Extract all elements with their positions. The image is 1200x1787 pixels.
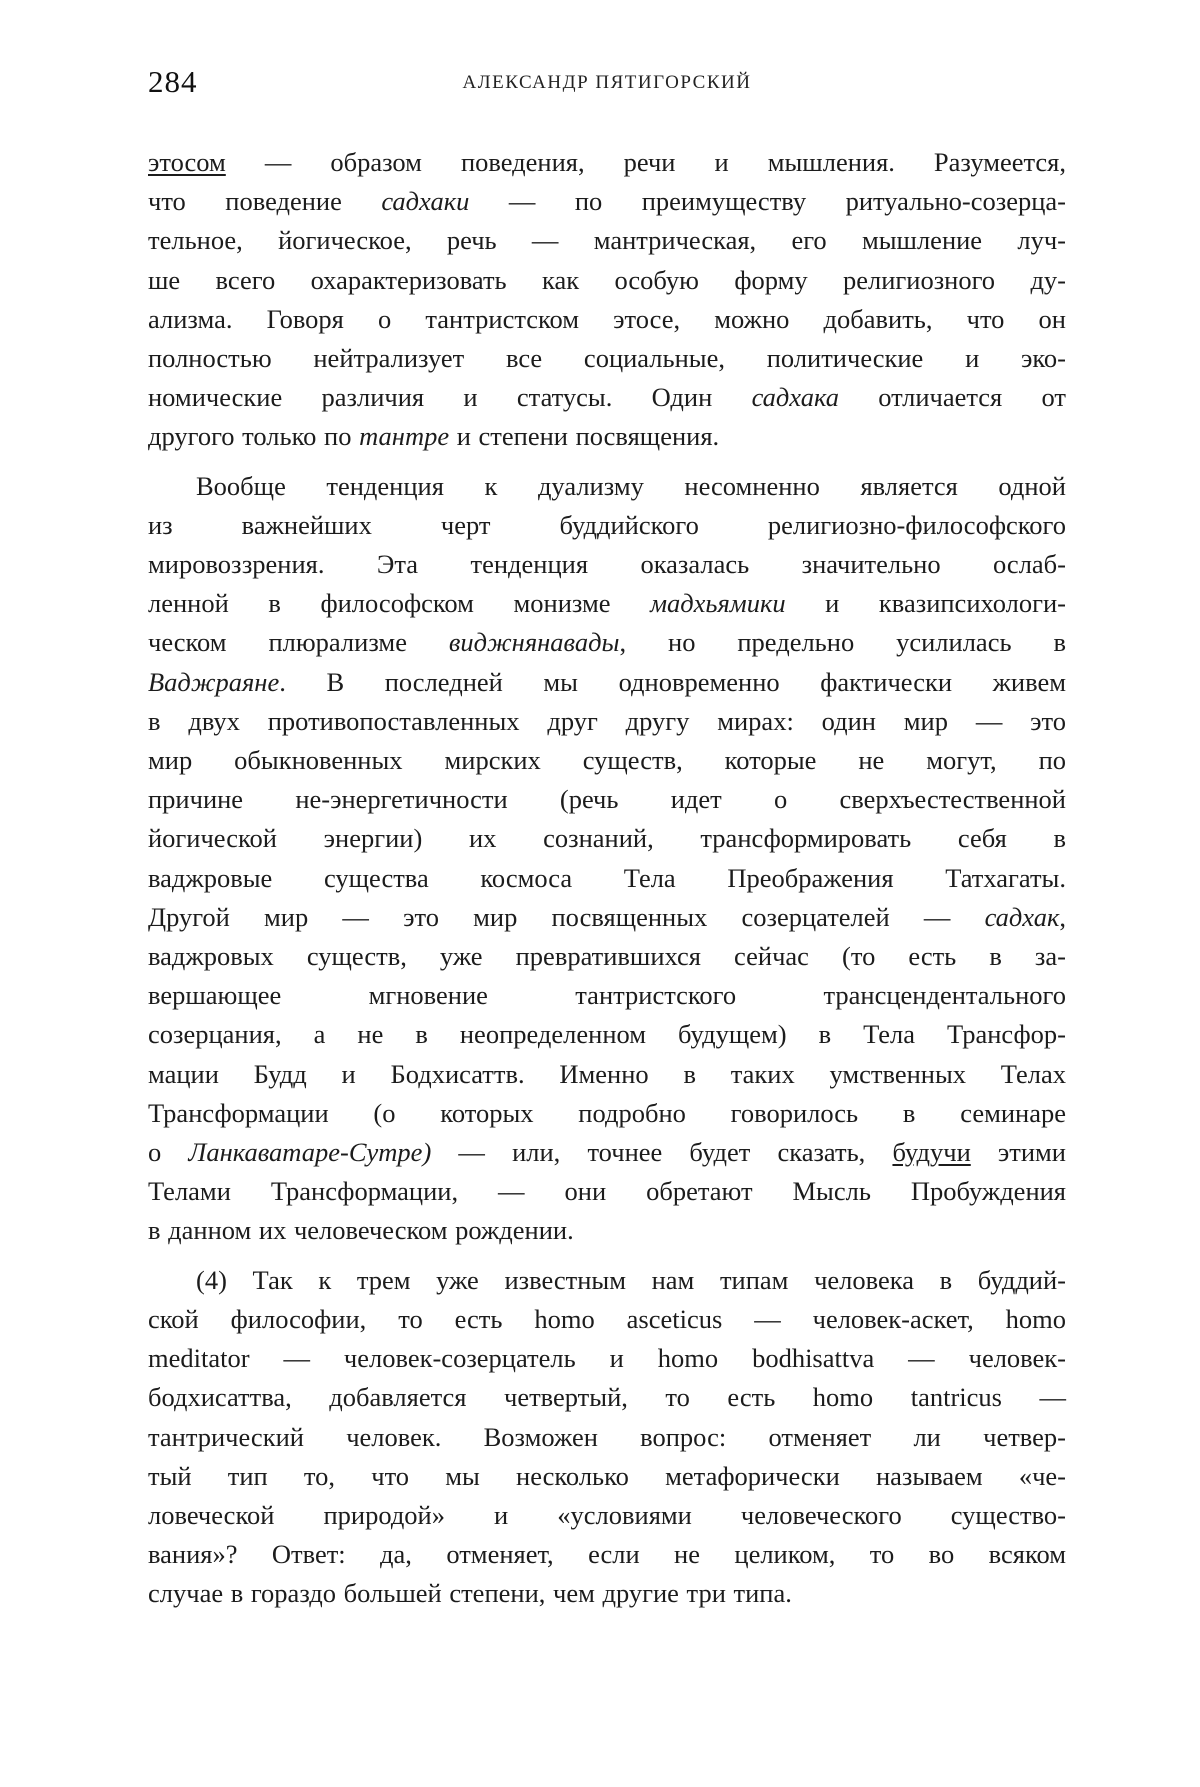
text-segment: что поведение — [148, 186, 382, 217]
text-segment: из важнейших черт буддийского религиозно-философского — [148, 509, 1066, 540]
paragraph — [148, 1261, 1066, 1614]
italic-term: садхака — [751, 382, 839, 413]
text-line — [148, 819, 1066, 858]
text-line — [148, 1172, 1066, 1211]
italic-term: мадхьямики — [650, 588, 786, 619]
text-line — [148, 702, 1066, 741]
text-segment: ской философии, то есть homo asceticus — человек-аскет, homo — [148, 1303, 1066, 1334]
italic-term: тантре — [359, 421, 450, 452]
italic-term: Ланкаватаре-Сутре) — [188, 1137, 432, 1168]
text-segment: ловеческой природой» и «условиями человеческого существо- — [148, 1499, 1066, 1530]
text-segment: ческом плюрализме — [148, 627, 449, 658]
text-line — [148, 417, 1066, 456]
underlined-word: будучи — [892, 1137, 971, 1168]
text-line — [148, 339, 1066, 378]
text-line — [148, 1496, 1066, 1535]
text-segment: , но предельно усилилась в — [619, 627, 1066, 658]
text-line — [148, 1378, 1066, 1417]
text-segment: и квазипсихологи- — [785, 588, 1066, 619]
text-segment: Телами Трансформации, — они обретают Мысль Пробуждения — [148, 1176, 1066, 1207]
text-line — [148, 221, 1066, 260]
text-line — [148, 1535, 1066, 1574]
underlined-word: этосом — [148, 147, 226, 177]
text-line — [148, 378, 1066, 417]
text-segment: случае в гораздо большей степени, чем другие три типа. — [148, 1578, 792, 1609]
paragraph — [148, 143, 1066, 457]
text-segment: тельное, йогическое, речь — мантрическая, его мышление луч- — [148, 225, 1066, 256]
text-line — [148, 1457, 1066, 1496]
text-segment: тантрический человек. Возможен вопрос: отменяет ли четвер- — [148, 1421, 1066, 1452]
text-segment: — образом поведения, речи и мышления. Разумеется, — [225, 147, 1066, 177]
text-segment: Другой мир — это мир посвященных созерцателей — — [148, 901, 985, 932]
text-line — [148, 1055, 1066, 1094]
text-line — [148, 261, 1066, 300]
text-line — [148, 1339, 1066, 1378]
text-segment: — или, точнее будет сказать, — [431, 1137, 893, 1168]
text-line — [148, 1300, 1066, 1339]
body-text — [148, 143, 1066, 1624]
text-segment: йогической энергии) их сознаний, трансформировать себя в — [148, 823, 1066, 854]
text-segment: номические различия и статусы. Один — [148, 382, 752, 413]
text-line — [148, 1261, 1066, 1300]
text-line — [148, 300, 1066, 339]
italic-term: Ваджраяне — [148, 666, 280, 697]
text-segment: ше всего охарактеризовать как особую форму религиозного ду- — [148, 264, 1066, 295]
text-line — [148, 584, 1066, 623]
text-line — [148, 623, 1066, 662]
text-line — [148, 1574, 1066, 1613]
text-segment: мир обыкновенных мирских существ, которые не могут, по — [148, 745, 1066, 776]
text-line — [148, 741, 1066, 780]
text-line — [148, 1418, 1066, 1457]
text-segment: другого только по — [148, 421, 360, 452]
text-line — [148, 937, 1066, 976]
running-title: АЛЕКСАНДР ПЯТИГОРСКИЙ — [462, 72, 752, 93]
text-segment: бодхисаттва, добавляется четвертый, то есть homo tantricus — — [148, 1382, 1066, 1413]
text-segment: — по преимуществу ритуально-созерца- — [469, 186, 1066, 217]
text-line — [148, 143, 1066, 182]
text-line — [148, 1094, 1066, 1133]
italic-term: садхак — [984, 901, 1060, 932]
text-line — [148, 780, 1066, 819]
text-segment: мировоззрения. Эта тенденция оказалась значительно ослаб- — [148, 549, 1066, 580]
text-line — [148, 545, 1066, 584]
text-segment: вершающее мгновение тантристского трансцендентального — [148, 980, 1066, 1011]
text-line — [148, 182, 1066, 221]
text-segment: ализма. Говоря о тантристском этосе, можно добавить, что он — [148, 303, 1066, 334]
text-line — [148, 506, 1066, 545]
text-segment: отличается от — [838, 382, 1067, 413]
text-segment: вания»? Ответ: да, отменяет, если не целиком, то во всяком — [148, 1539, 1066, 1570]
text-segment: в двух противопоставленных друг другу мирах: один мир — это — [148, 705, 1066, 736]
text-line — [148, 1211, 1066, 1250]
running-head — [148, 64, 1066, 104]
text-segment: и степени посвящения. — [449, 421, 720, 452]
italic-term: виджнянавады — [448, 627, 620, 658]
text-line — [148, 1015, 1066, 1054]
text-line — [148, 976, 1066, 1015]
text-segment: (4) Так к трем уже известным нам типам человека в буддий- — [196, 1264, 1066, 1295]
text-segment: , — [1059, 901, 1066, 932]
text-line — [148, 663, 1066, 702]
text-segment: ваджровых существ, уже превратившихся сейчас (то есть в за- — [148, 941, 1066, 972]
text-segment: ваджровые существа космоса Тела Преображения Татхагаты. — [148, 862, 1066, 893]
text-segment: в данном их человеческом рождении. — [148, 1215, 574, 1246]
text-segment: созерцания, а не в неопределенном будущем) в Тела Трансфор- — [148, 1019, 1066, 1050]
text-segment: причине не-энергетичности (речь идет о сверхъестественной — [148, 784, 1066, 815]
text-segment: . В последней мы одновременно фактически живем — [279, 666, 1066, 697]
text-segment: Вообще тенденция к дуализму несомненно является одной — [196, 470, 1066, 501]
text-segment: мации Будд и Бодхисаттв. Именно в таких умственных Телах — [148, 1058, 1066, 1089]
text-line — [148, 1133, 1066, 1172]
text-line — [148, 898, 1066, 937]
text-segment: ленной в философском монизме — [148, 588, 651, 619]
page-number: 284 — [148, 64, 198, 99]
text-line — [148, 859, 1066, 898]
text-line — [148, 467, 1066, 506]
text-segment: этими — [970, 1137, 1066, 1168]
text-segment: Трансформации (о которых подробно говорилось в семинаре — [148, 1097, 1066, 1128]
text-segment: полностью нейтрализует все социальные, политические и эко- — [148, 343, 1066, 374]
paragraph — [148, 467, 1066, 1251]
text-segment: тый тип то, что мы несколько метафорически называем «че- — [148, 1460, 1066, 1491]
italic-term: садхаки — [381, 186, 470, 217]
text-segment: meditator — человек-созерцатель и homo bodhisattva — человек- — [148, 1343, 1066, 1374]
text-segment: о — [148, 1137, 189, 1168]
